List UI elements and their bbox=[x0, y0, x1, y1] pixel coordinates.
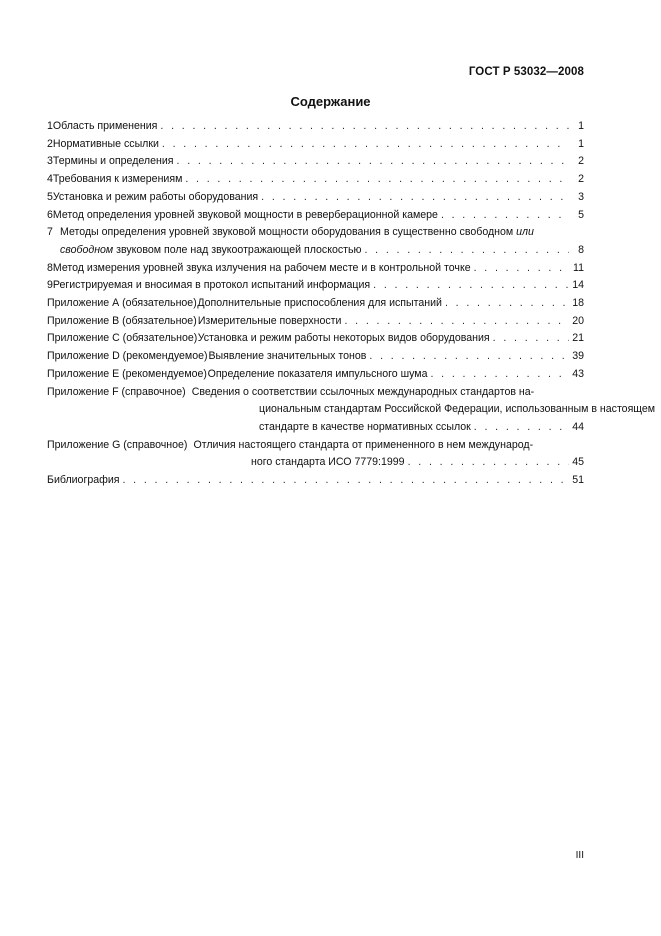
entry-page: 2 bbox=[578, 155, 584, 168]
entry-page: 1 bbox=[578, 120, 584, 132]
entry-title: Требования к измерениям bbox=[52, 173, 183, 186]
toc-appendix-b[interactable] bbox=[47, 313, 584, 331]
entry-page: 8 bbox=[578, 243, 584, 256]
leader-dots bbox=[408, 454, 569, 472]
toc-entry-2[interactable] bbox=[47, 136, 584, 154]
leader-dots bbox=[445, 295, 569, 313]
appendix-title-cont: стандарте в качестве нормативных ссылок bbox=[259, 420, 471, 433]
leader-dots bbox=[369, 348, 569, 366]
toc-bibliography[interactable] bbox=[47, 472, 584, 490]
bibliography-title: Библиография bbox=[47, 474, 120, 487]
appendix-title-cont: циональным стандартам Российской Федерации, использованным в настоящем bbox=[259, 403, 656, 416]
leader-dots bbox=[373, 277, 569, 295]
appendix-label: Приложение D (рекомендуемое) bbox=[47, 350, 208, 363]
entry-page: 11 bbox=[573, 261, 584, 274]
entry-page: 39 bbox=[572, 350, 584, 363]
appendix-label: Приложение Е (рекомендуемое) bbox=[47, 367, 207, 380]
entry-number: 7 bbox=[47, 226, 53, 239]
entry-page: 14 bbox=[572, 279, 584, 292]
leader-dots bbox=[160, 118, 569, 136]
entry-title-italic: свободном bbox=[60, 243, 114, 256]
entry-title: Область применения bbox=[52, 120, 158, 132]
entry-title: Методы определения уровней звуковой мощности оборудования в существенно свободном bbox=[60, 226, 517, 239]
toc-appendix-a[interactable] bbox=[47, 295, 584, 313]
entry-page: 1 bbox=[578, 137, 584, 150]
entry-number: 8 bbox=[47, 261, 53, 274]
toc-appendix-e[interactable] bbox=[47, 366, 584, 384]
appendix-label: Приложение G (справочное) bbox=[47, 438, 188, 451]
entry-page: 2 bbox=[578, 173, 584, 186]
appendix-title: Дополнительные приспособления для испытаний bbox=[197, 297, 442, 310]
appendix-label: Приложение В (обязательное) bbox=[47, 314, 197, 327]
entry-number: 5 bbox=[47, 190, 53, 203]
page-title: Содержание bbox=[290, 94, 371, 109]
leader-dots bbox=[177, 153, 569, 171]
entry-number: 4 bbox=[47, 173, 53, 186]
toc-entry-1[interactable] bbox=[47, 118, 584, 136]
entry-number: 9 bbox=[47, 279, 53, 292]
leader-dots bbox=[474, 419, 569, 437]
entry-page: 3 bbox=[578, 190, 584, 203]
appendix-label: Приложение С (обязательное) bbox=[47, 332, 198, 345]
toc-appendix-d[interactable] bbox=[47, 348, 584, 366]
appendix-title: Сведения о соответствии ссылочных международных стандартов на- bbox=[191, 385, 535, 398]
entry-number: 1 bbox=[47, 120, 53, 132]
leader-dots bbox=[122, 472, 569, 490]
document-code: ГОСТ Р 53032—2008 bbox=[468, 66, 584, 78]
entry-title: Метод измерения уровней звука излучения на рабочем месте и в контрольной точке bbox=[52, 261, 471, 274]
leader-dots bbox=[441, 207, 569, 225]
entry-title-cont: звуковом поле над звукоотражающей плоскостью bbox=[113, 243, 362, 256]
entry-page: 51 bbox=[572, 474, 584, 487]
toc-appendix-f[interactable] bbox=[47, 384, 656, 437]
appendix-title: Определение показателя импульсного шума bbox=[207, 367, 428, 380]
leader-dots bbox=[261, 189, 569, 207]
leader-dots bbox=[474, 260, 569, 278]
entry-page: 18 bbox=[572, 297, 584, 310]
entry-page: 20 bbox=[572, 314, 584, 327]
entry-title: Термины и определения bbox=[52, 155, 174, 168]
toc-appendix-c[interactable] bbox=[47, 330, 584, 348]
appendix-title: Установка и режим работы некоторых видов оборудования bbox=[197, 332, 490, 345]
entry-title: Установка и режим работы оборудования bbox=[52, 190, 259, 203]
entry-title-italic: или bbox=[516, 226, 534, 239]
entry-page: 44 bbox=[572, 420, 584, 433]
appendix-label: Приложение F (справочное) bbox=[47, 385, 186, 398]
appendix-title: Отличия настоящего стандарта от примененного в нем международ- bbox=[193, 438, 534, 451]
leader-dots bbox=[344, 313, 569, 331]
leader-dots bbox=[162, 136, 569, 154]
leader-dots bbox=[430, 366, 569, 384]
entry-title: Регистрируемая и вносимая в протокол испытаний информация bbox=[52, 279, 371, 292]
entry-number: 3 bbox=[47, 155, 53, 168]
toc-entry-6[interactable] bbox=[47, 207, 584, 225]
leader-dots bbox=[493, 330, 569, 348]
entry-page: 21 bbox=[572, 332, 584, 345]
appendix-title-cont: ного стандарта ИСО 7779:1999 bbox=[251, 456, 405, 469]
appendix-label: Приложение А (обязательное) bbox=[47, 297, 197, 310]
entry-number: 2 bbox=[47, 137, 53, 150]
appendix-title: Измерительные поверхности bbox=[197, 314, 342, 327]
toc-entry-9[interactable] bbox=[47, 277, 584, 295]
appendix-title: Выявление значительных тонов bbox=[208, 350, 367, 363]
toc-entry-7[interactable] bbox=[47, 224, 584, 259]
page-number: III bbox=[575, 850, 584, 861]
entry-title: Метод определения уровней звуковой мощности в реверберационной камере bbox=[52, 208, 438, 221]
toc-entry-5[interactable] bbox=[47, 189, 584, 207]
toc-entry-8[interactable] bbox=[47, 260, 584, 278]
leader-dots bbox=[364, 242, 569, 260]
entry-number: 6 bbox=[47, 208, 53, 221]
toc-entry-4[interactable] bbox=[47, 171, 584, 189]
entry-title: Нормативные ссылки bbox=[52, 137, 159, 150]
entry-page: 43 bbox=[572, 367, 584, 380]
toc-appendix-g[interactable] bbox=[47, 437, 584, 472]
entry-page: 45 bbox=[572, 456, 584, 469]
toc-entry-3[interactable] bbox=[47, 153, 584, 171]
leader-dots bbox=[185, 171, 569, 189]
entry-page: 5 bbox=[578, 208, 584, 221]
table-of-contents bbox=[47, 118, 656, 490]
